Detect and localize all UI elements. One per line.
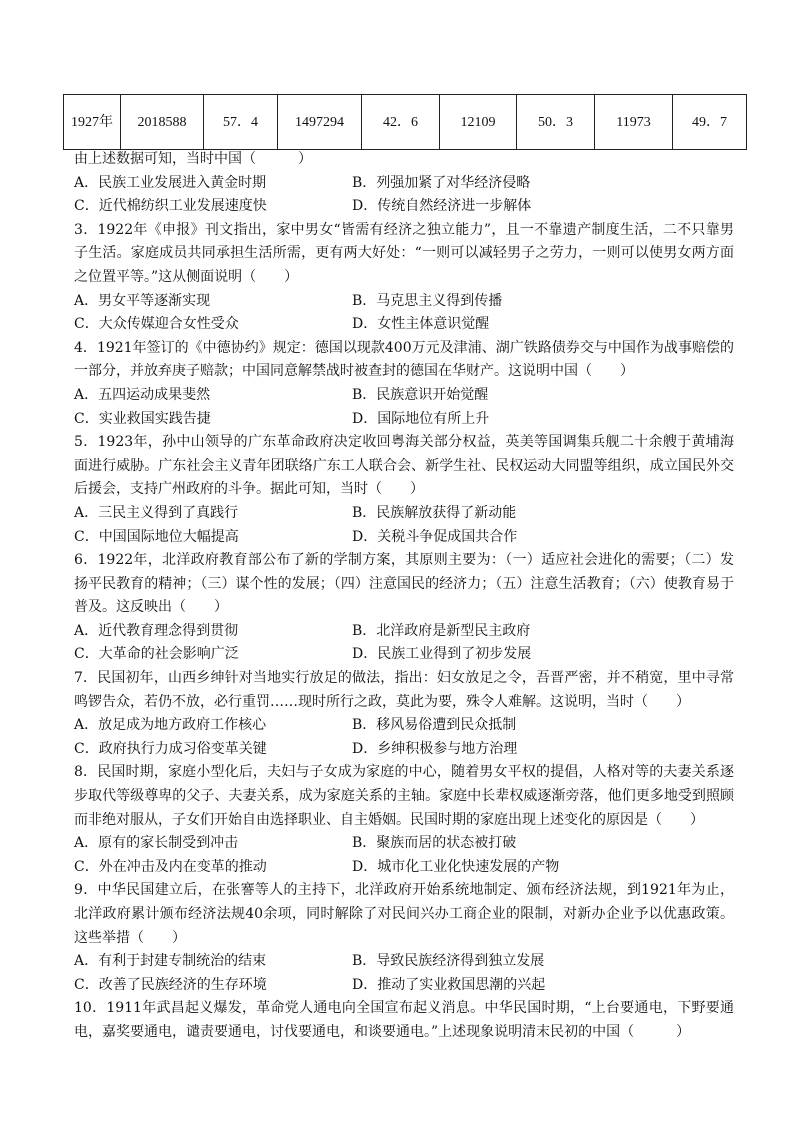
table-cell: 42．6 [362, 95, 440, 150]
question-10 [74, 997, 734, 1044]
question-4 [74, 337, 734, 431]
option-b[interactable]: B．导致民族经济得到独立发展 [352, 953, 545, 970]
answer-options [74, 714, 734, 761]
question-stem: 6．1922年，北洋政府教育部公布了新的学制方案，其原则主要为：（一）适应社会进化的需要；（二）发扬平民教育的精神；（三）谋个性的发展；（四）注意国民的经济力；（五）注意生活教育；（六）使教育易于普及。这反映出（ ） [74, 552, 734, 616]
question-stem: 由上述数据可知，当时中国（ ） [74, 151, 312, 167]
question-stem: 5．1923年，孙中山领导的广东革命政府决定收回粤海关部分权益，英美等国调集兵舰二十余艘于黄埔海面进行威胁。广东社会主义青年团联络广东工人联合会、新学生社、民权运动大同盟等组织，成立国民外交后援会，支持广州政府的斗争。据此可知，当时（ ） [74, 434, 734, 498]
table-cell: 1497294 [278, 95, 362, 150]
table-cell: 49．7 [673, 95, 747, 150]
question-stem: 9．中华民国建立后，在张謇等人的主持下，北洋政府开始系统地制定、颁布经济法规，到1921年为止，北洋政府累计颁布经济法规40余项，同时解除了对民间兴办工商企业的限制，对新办企业予以优惠政策。这些举措（ ） [74, 882, 734, 946]
option-a[interactable]: A．近代教育理念得到贯彻 [74, 622, 239, 639]
option-b[interactable]: B．列强加紧了对华经济侵略 [352, 174, 531, 191]
option-a[interactable]: A．五四运动成果斐然 [74, 386, 211, 403]
answer-options [74, 290, 734, 337]
table-cell: 12109 [440, 95, 517, 150]
question-stem: 10．1911年武昌起义爆发，革命党人通电向全国宣布起义消息。中华民国时期，“上台要通电，下野要通电，嘉奖要通电，谴责要通电，讨伐要通电，和谈要通电。”上述现象说明清末民初的中国（ ） [74, 1000, 734, 1040]
table-cell: 11973 [595, 95, 673, 150]
option-b[interactable]: B．马克思主义得到传播 [352, 292, 503, 309]
option-c[interactable]: C．近代棉纺织工业发展速度快 [74, 198, 267, 215]
questions [74, 148, 734, 1045]
answer-options [74, 620, 734, 667]
option-d[interactable]: D．城市化工业化快速发展的产物 [352, 858, 560, 875]
option-b[interactable]: B．民族解放获得了新动能 [352, 504, 517, 521]
option-a[interactable]: A．原有的家长制受到冲击 [74, 835, 239, 852]
question-7 [74, 667, 734, 761]
option-d[interactable]: D．国际地位有所上升 [352, 410, 490, 427]
table-cell: 50．3 [517, 95, 595, 150]
answer-options [74, 502, 734, 549]
option-a[interactable]: A．三民主义得到了真践行 [74, 504, 239, 521]
question-stem: 4．1921年签订的《中德协约》规定：德国以现款400万元及津浦、湖广铁路债券交与中国作为战事赔偿的一部分，并放弃庚子赔款；中国同意解禁战时被查封的德国在华财产。这说明中国（ ） [74, 339, 734, 380]
option-c[interactable]: C．改善了民族经济的生存环境 [74, 976, 267, 993]
option-d[interactable]: D．关税斗争促成国共合作 [352, 528, 518, 545]
question-6 [74, 549, 734, 667]
option-d[interactable]: D．传统自然经济进一步解体 [352, 198, 532, 215]
answer-options [74, 384, 734, 431]
option-a[interactable]: A．男女平等逐渐实现 [74, 292, 211, 309]
question-8 [74, 761, 734, 879]
option-a[interactable]: A．有利于封建专制统治的结束 [74, 953, 267, 970]
answer-options [74, 832, 734, 879]
question-stem: 3．1922年《申报》刊文指出，家中男女“皆需有经济之独立能力”，且一不靠遗产制度生活，二不只靠男子生活。家庭成员共同承担生活所需，更有两大好处：“一则可以减轻男子之劳力，一则可以使男女两方面之位置平等。”这从侧面说明（ ） [74, 221, 734, 285]
table-row [64, 95, 747, 150]
option-c[interactable]: C．大众传媒迎合女性受众 [74, 316, 239, 333]
option-b[interactable]: B．北洋政府是新型民主政府 [352, 622, 531, 639]
option-b[interactable]: B．民族意识开始觉醒 [352, 386, 489, 403]
question-9 [74, 879, 734, 997]
option-d[interactable]: D．民族工业得到了初步发展 [352, 646, 532, 663]
option-d[interactable]: D．乡绅积极参与地方治理 [352, 740, 518, 757]
option-c[interactable]: C．外在冲击及内在变革的推动 [74, 858, 267, 875]
table-cell-year: 1927年 [64, 95, 121, 150]
option-b[interactable]: B．移风易俗遭到民众抵制 [352, 717, 517, 734]
question-5 [74, 431, 734, 549]
question-stem: 7．民国初年，山西乡绅针对当地实行放足的做法，指出：妇女放足之令，吾晋严密，并不稍宽，里中寻常鸣锣告众，若仍不放，必行重罚……现时所行之政，莫此为要，殊令人难解。这说明，当时（ ） [74, 670, 734, 710]
option-a[interactable]: A．放足成为地方政府工作核心 [74, 717, 267, 734]
answer-options [74, 172, 734, 219]
option-c[interactable]: C．实业救国实践告捷 [74, 410, 211, 427]
statistics-table [63, 94, 747, 150]
question-3 [74, 219, 734, 337]
question-stem: 8．民国时期，家庭小型化后，夫妇与子女成为家庭的中心，随着男女平权的提倡，人格对等的夫妻关系逐步取代等级尊卑的父子、夫妻关系，成为家庭关系的主轴。家庭中长辈权威逐渐旁落，他们更多地受到照顾而非绝对服从，子女们开始自由选择职业、自主婚姻。民国时期的家庭出现上述变化的原因是（ ） [74, 764, 734, 828]
option-d[interactable]: D．女性主体意识觉醒 [352, 316, 490, 333]
table-cell: 2018588 [121, 95, 204, 150]
option-c[interactable]: C．大革命的社会影响广泛 [74, 646, 239, 663]
option-a[interactable]: A．民族工业发展进入黄金时期 [74, 174, 267, 191]
table-cell: 57．4 [204, 95, 278, 150]
option-d[interactable]: D．推动了实业救国思潮的兴起 [352, 976, 546, 993]
answer-options [74, 950, 734, 997]
question-2 [74, 148, 734, 219]
option-c[interactable]: C．中国国际地位大幅提高 [74, 528, 239, 545]
option-b[interactable]: B．聚族而居的状态被打破 [352, 835, 517, 852]
option-c[interactable]: C．政府执行力成习俗变革关键 [74, 740, 267, 757]
